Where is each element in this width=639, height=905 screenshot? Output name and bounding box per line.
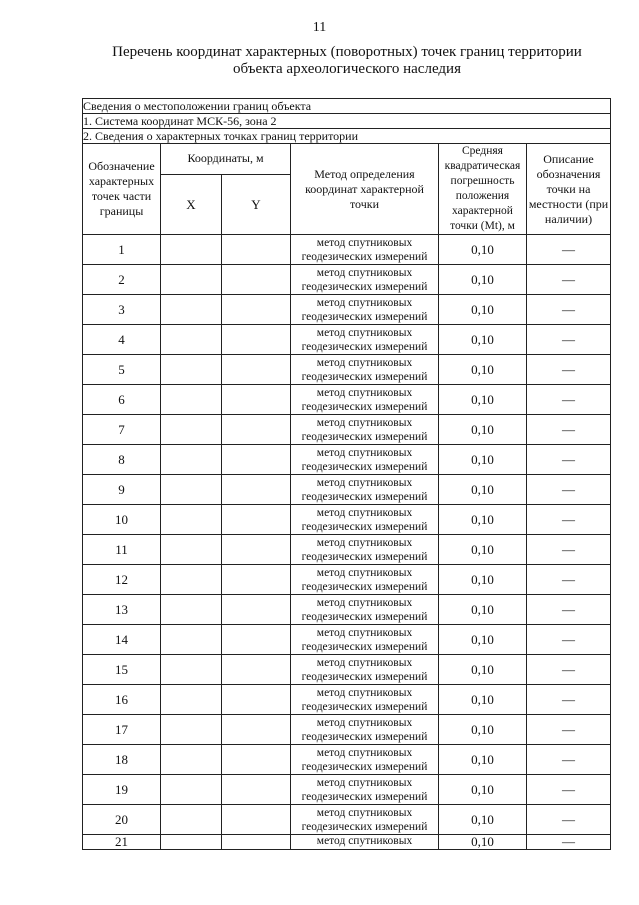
section-coordinate-system: 1. Система координат МСК-56, зона 2 bbox=[83, 114, 611, 129]
coordinate-y bbox=[222, 325, 291, 355]
table-row bbox=[83, 805, 611, 835]
accuracy-cell: 0,10 bbox=[439, 835, 527, 850]
coordinate-y bbox=[222, 295, 291, 325]
description-cell: — bbox=[527, 625, 611, 655]
coordinate-x bbox=[161, 295, 222, 325]
table-row bbox=[83, 835, 611, 850]
method-cell: метод спутниковых геодезических измерений bbox=[291, 295, 439, 325]
description-cell: — bbox=[527, 715, 611, 745]
coordinate-y bbox=[222, 835, 291, 850]
method-cell: метод спутниковых геодезических измерений bbox=[291, 595, 439, 625]
point-number: 11 bbox=[83, 535, 161, 565]
coordinate-x bbox=[161, 775, 222, 805]
table-row bbox=[83, 265, 611, 295]
header-description: Описание обозначения точки на местности (при наличии) bbox=[527, 144, 611, 235]
description-cell: — bbox=[527, 325, 611, 355]
table-row bbox=[83, 475, 611, 505]
coordinate-x bbox=[161, 445, 222, 475]
header-designation: Обозначение характерных точек части границы bbox=[83, 144, 161, 235]
header-x: X bbox=[161, 174, 222, 234]
coordinate-y bbox=[222, 505, 291, 535]
method-cell: метод спутниковых bbox=[291, 835, 439, 850]
method-cell: метод спутниковых геодезических измерений bbox=[291, 325, 439, 355]
accuracy-cell: 0,10 bbox=[439, 595, 527, 625]
table-row bbox=[83, 745, 611, 775]
page-number: 11 bbox=[312, 20, 327, 35]
method-cell: метод спутниковых геодезических измерений bbox=[291, 565, 439, 595]
header-method: Метод определения координат характерной точки bbox=[291, 144, 439, 235]
coordinate-y bbox=[222, 715, 291, 745]
point-number: 18 bbox=[83, 745, 161, 775]
method-cell: метод спутниковых геодезических измерений bbox=[291, 265, 439, 295]
point-number: 19 bbox=[83, 775, 161, 805]
accuracy-cell: 0,10 bbox=[439, 355, 527, 385]
description-cell: — bbox=[527, 835, 611, 850]
coordinate-x bbox=[161, 685, 222, 715]
point-number: 20 bbox=[83, 805, 161, 835]
accuracy-cell: 0,10 bbox=[439, 685, 527, 715]
description-cell: — bbox=[527, 235, 611, 265]
point-number: 21 bbox=[83, 835, 161, 850]
method-cell: метод спутниковых геодезических измерений bbox=[291, 385, 439, 415]
coordinate-y bbox=[222, 475, 291, 505]
table-row bbox=[83, 595, 611, 625]
description-cell: — bbox=[527, 595, 611, 625]
coordinate-y bbox=[222, 415, 291, 445]
accuracy-cell: 0,10 bbox=[439, 745, 527, 775]
coordinate-x bbox=[161, 625, 222, 655]
coordinate-y bbox=[222, 565, 291, 595]
table-row bbox=[83, 385, 611, 415]
title-line-1: Перечень координат характерных (поворотных) точек границ территории bbox=[112, 44, 582, 60]
accuracy-cell: 0,10 bbox=[439, 805, 527, 835]
point-number: 6 bbox=[83, 385, 161, 415]
table-row bbox=[83, 235, 611, 265]
accuracy-cell: 0,10 bbox=[439, 265, 527, 295]
title-line-2: объекта археологического наследия bbox=[233, 61, 461, 77]
method-cell: метод спутниковых геодезических измерений bbox=[291, 805, 439, 835]
accuracy-cell: 0,10 bbox=[439, 655, 527, 685]
coordinate-x bbox=[161, 505, 222, 535]
method-cell: метод спутниковых геодезических измерений bbox=[291, 535, 439, 565]
point-number: 14 bbox=[83, 625, 161, 655]
table-row bbox=[83, 715, 611, 745]
accuracy-cell: 0,10 bbox=[439, 535, 527, 565]
coordinate-x bbox=[161, 655, 222, 685]
description-cell: — bbox=[527, 655, 611, 685]
coordinate-y bbox=[222, 805, 291, 835]
coordinate-x bbox=[161, 805, 222, 835]
point-number: 4 bbox=[83, 325, 161, 355]
point-number: 9 bbox=[83, 475, 161, 505]
header-accuracy: Средняя квадратическая погрешность положения характерной точки (Mt), м bbox=[439, 144, 527, 235]
header-coordinates: Координаты, м bbox=[161, 144, 291, 175]
accuracy-cell: 0,10 bbox=[439, 625, 527, 655]
table-row bbox=[83, 355, 611, 385]
coordinate-y bbox=[222, 775, 291, 805]
coordinate-y bbox=[222, 745, 291, 775]
coordinate-y bbox=[222, 355, 291, 385]
coordinate-y bbox=[222, 385, 291, 415]
coordinate-y bbox=[222, 235, 291, 265]
table-row bbox=[83, 565, 611, 595]
point-number: 2 bbox=[83, 265, 161, 295]
coordinate-y bbox=[222, 535, 291, 565]
point-number: 16 bbox=[83, 685, 161, 715]
method-cell: метод спутниковых геодезических измерений bbox=[291, 415, 439, 445]
method-cell: метод спутниковых геодезических измерений bbox=[291, 625, 439, 655]
document-title bbox=[92, 44, 602, 78]
point-number: 8 bbox=[83, 445, 161, 475]
coordinate-x bbox=[161, 835, 222, 850]
method-cell: метод спутниковых геодезических измерений bbox=[291, 745, 439, 775]
table-row bbox=[83, 295, 611, 325]
point-number: 3 bbox=[83, 295, 161, 325]
description-cell: — bbox=[527, 535, 611, 565]
point-number: 15 bbox=[83, 655, 161, 685]
table-row bbox=[83, 415, 611, 445]
coordinate-x bbox=[161, 385, 222, 415]
accuracy-cell: 0,10 bbox=[439, 295, 527, 325]
coordinate-x bbox=[161, 265, 222, 295]
description-cell: — bbox=[527, 565, 611, 595]
coordinate-y bbox=[222, 595, 291, 625]
accuracy-cell: 0,10 bbox=[439, 445, 527, 475]
accuracy-cell: 0,10 bbox=[439, 325, 527, 355]
method-cell: метод спутниковых геодезических измерений bbox=[291, 235, 439, 265]
coordinate-x bbox=[161, 415, 222, 445]
method-cell: метод спутниковых геодезических измерений bbox=[291, 655, 439, 685]
description-cell: — bbox=[527, 745, 611, 775]
coordinate-y bbox=[222, 445, 291, 475]
description-cell: — bbox=[527, 385, 611, 415]
method-cell: метод спутниковых геодезических измерений bbox=[291, 475, 439, 505]
description-cell: — bbox=[527, 295, 611, 325]
section-location-info: Сведения о местоположении границ объекта bbox=[83, 99, 611, 114]
accuracy-cell: 0,10 bbox=[439, 475, 527, 505]
method-cell: метод спутниковых геодезических измерений bbox=[291, 685, 439, 715]
description-cell: — bbox=[527, 505, 611, 535]
table-row bbox=[83, 325, 611, 355]
table-row bbox=[83, 775, 611, 805]
description-cell: — bbox=[527, 775, 611, 805]
method-cell: метод спутниковых геодезических измерений bbox=[291, 445, 439, 475]
point-number: 7 bbox=[83, 415, 161, 445]
coordinate-y bbox=[222, 265, 291, 295]
description-cell: — bbox=[527, 355, 611, 385]
method-cell: метод спутниковых геодезических измерений bbox=[291, 355, 439, 385]
table-row bbox=[83, 505, 611, 535]
table-row bbox=[83, 685, 611, 715]
point-number: 17 bbox=[83, 715, 161, 745]
method-cell: метод спутниковых геодезических измерений bbox=[291, 775, 439, 805]
coordinate-x bbox=[161, 715, 222, 745]
coordinate-x bbox=[161, 475, 222, 505]
table-row bbox=[83, 445, 611, 475]
description-cell: — bbox=[527, 475, 611, 505]
description-cell: — bbox=[527, 445, 611, 475]
point-number: 10 bbox=[83, 505, 161, 535]
method-cell: метод спутниковых геодезических измерений bbox=[291, 505, 439, 535]
table-row bbox=[83, 535, 611, 565]
point-number: 13 bbox=[83, 595, 161, 625]
coordinate-x bbox=[161, 325, 222, 355]
description-cell: — bbox=[527, 805, 611, 835]
accuracy-cell: 0,10 bbox=[439, 385, 527, 415]
description-cell: — bbox=[527, 685, 611, 715]
coordinate-y bbox=[222, 655, 291, 685]
coordinate-x bbox=[161, 595, 222, 625]
method-cell: метод спутниковых геодезических измерений bbox=[291, 715, 439, 745]
coordinate-x bbox=[161, 355, 222, 385]
point-number: 12 bbox=[83, 565, 161, 595]
description-cell: — bbox=[527, 415, 611, 445]
coordinate-x bbox=[161, 235, 222, 265]
coordinate-x bbox=[161, 745, 222, 775]
coordinates-table bbox=[82, 98, 611, 850]
accuracy-cell: 0,10 bbox=[439, 235, 527, 265]
accuracy-cell: 0,10 bbox=[439, 565, 527, 595]
coordinate-y bbox=[222, 685, 291, 715]
accuracy-cell: 0,10 bbox=[439, 505, 527, 535]
accuracy-cell: 0,10 bbox=[439, 715, 527, 745]
point-number: 5 bbox=[83, 355, 161, 385]
point-number: 1 bbox=[83, 235, 161, 265]
table-row bbox=[83, 625, 611, 655]
coordinate-y bbox=[222, 625, 291, 655]
coordinate-x bbox=[161, 535, 222, 565]
accuracy-cell: 0,10 bbox=[439, 415, 527, 445]
table-row bbox=[83, 655, 611, 685]
accuracy-cell: 0,10 bbox=[439, 775, 527, 805]
header-y: Y bbox=[222, 174, 291, 234]
section-characteristic-points: 2. Сведения о характерных точках границ территории bbox=[83, 129, 611, 144]
coordinate-x bbox=[161, 565, 222, 595]
description-cell: — bbox=[527, 265, 611, 295]
